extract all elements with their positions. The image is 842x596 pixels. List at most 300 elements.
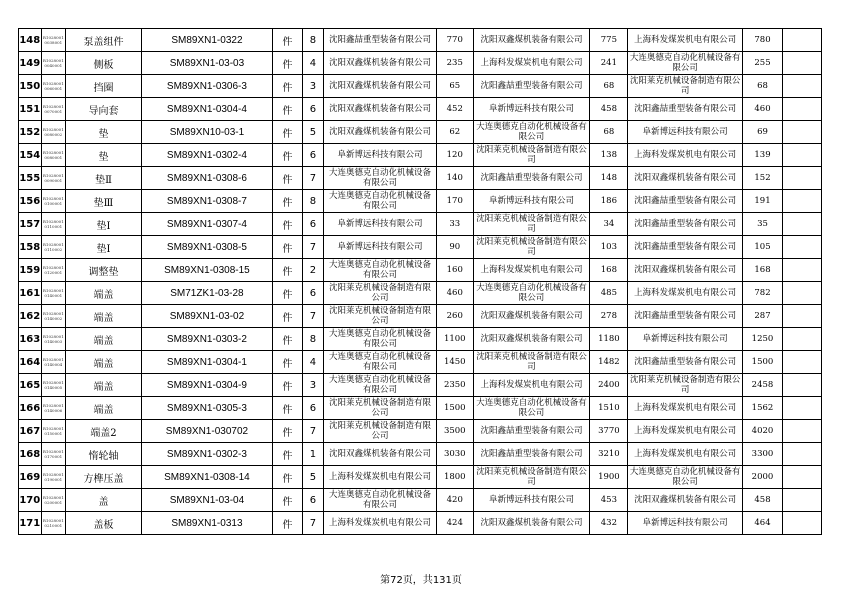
row-number-cell: 167	[19, 420, 42, 443]
unit-cell: 件	[272, 420, 302, 443]
quantity-cell: 3	[302, 75, 324, 98]
empty-cell	[782, 121, 821, 144]
price-2-cell: 1900	[590, 466, 628, 489]
part-model-cell: SM89XN1-0303-2	[141, 328, 272, 351]
material-code-cell: R1028001 0070001	[41, 98, 66, 121]
total-page-count: 131	[432, 575, 452, 586]
price-1-cell: 460	[436, 282, 473, 305]
price-3-cell: 464	[743, 512, 783, 535]
table-row	[19, 29, 822, 52]
part-model-cell: SM89XN1-0304-9	[141, 374, 272, 397]
supplier-3-cell: 沈阳鑫喆重型装备有限公司	[628, 98, 743, 121]
supplier-3-cell: 上海科发煤炭机电有限公司	[628, 29, 743, 52]
price-1-cell: 170	[436, 190, 473, 213]
row-number-cell: 161	[19, 282, 42, 305]
part-name-cell: 泵盖组件	[66, 29, 142, 52]
price-1-cell: 140	[436, 167, 473, 190]
part-model-cell: SM89XN1-0308-15	[141, 259, 272, 282]
price-1-cell: 1450	[436, 351, 473, 374]
supplier-2-cell: 沈阳莱克机械设备制造有限公司	[473, 466, 590, 489]
unit-cell: 件	[272, 397, 302, 420]
row-number-cell: 163	[19, 328, 42, 351]
price-3-cell: 35	[743, 213, 783, 236]
price-2-cell: 3210	[590, 443, 628, 466]
unit-cell: 件	[272, 98, 302, 121]
price-3-cell: 152	[743, 167, 783, 190]
price-2-cell: 1180	[590, 328, 628, 351]
supplier-2-cell: 沈阳莱克机械设备制造有限公司	[473, 144, 590, 167]
table-row	[19, 374, 822, 397]
material-code-cell: R1028001 0140001	[41, 282, 66, 305]
supplier-3-cell: 沈阳莱克机械设备制造有限公司	[628, 374, 743, 397]
supplier-3-cell: 大连奥德克自动化机械设备有限公司	[628, 52, 743, 75]
material-code-cell: R1028001 0140002	[41, 305, 66, 328]
unit-cell: 件	[272, 512, 302, 535]
supplier-1-cell: 沈阳双鑫煤机装备有限公司	[324, 75, 437, 98]
part-model-cell: SM89XN1-0307-4	[141, 213, 272, 236]
material-code-cell: R1028001 0080002	[41, 121, 66, 144]
supplier-2-cell: 上海科发煤炭机电有限公司	[473, 374, 590, 397]
supplier-1-cell: 阜新博远科技有限公司	[324, 213, 437, 236]
unit-cell: 件	[272, 236, 302, 259]
price-2-cell: 186	[590, 190, 628, 213]
material-code-cell: R1028001 0038001	[41, 29, 66, 52]
empty-cell	[782, 98, 821, 121]
price-1-cell: 90	[436, 236, 473, 259]
table-row	[19, 282, 822, 305]
price-3-cell: 782	[743, 282, 783, 305]
parts-quote-sheet	[18, 28, 822, 535]
part-name-cell: 挡圈	[66, 75, 142, 98]
price-2-cell: 103	[590, 236, 628, 259]
empty-cell	[782, 259, 821, 282]
part-model-cell: SM89XN1-0306-3	[141, 75, 272, 98]
unit-cell: 件	[272, 190, 302, 213]
unit-cell: 件	[272, 144, 302, 167]
quantity-cell: 8	[302, 190, 324, 213]
supplier-1-cell: 阜新博远科技有限公司	[324, 236, 437, 259]
empty-cell	[782, 213, 821, 236]
unit-cell: 件	[272, 29, 302, 52]
part-model-cell: SM89XN1-0313	[141, 512, 272, 535]
quantity-cell: 8	[302, 29, 324, 52]
price-3-cell: 458	[743, 489, 783, 512]
price-2-cell: 34	[590, 213, 628, 236]
part-model-cell: SM89XN1-0308-14	[141, 466, 272, 489]
supplier-2-cell: 沈阳双鑫煤机装备有限公司	[473, 512, 590, 535]
material-code-cell: R1028001 0170001	[41, 443, 66, 466]
supplier-1-cell: 大连奥德克自动化机械设备有限公司	[324, 259, 437, 282]
supplier-3-cell: 沈阳鑫喆重型装备有限公司	[628, 236, 743, 259]
price-1-cell: 33	[436, 213, 473, 236]
unit-cell: 件	[272, 305, 302, 328]
price-2-cell: 453	[590, 489, 628, 512]
supplier-2-cell: 上海科发煤炭机电有限公司	[473, 52, 590, 75]
row-number-cell: 149	[19, 52, 42, 75]
price-2-cell: 278	[590, 305, 628, 328]
row-number-cell: 150	[19, 75, 42, 98]
quantity-cell: 1	[302, 443, 324, 466]
price-2-cell: 3770	[590, 420, 628, 443]
row-number-cell: 166	[19, 397, 42, 420]
material-code-cell: R1028001 0150001	[41, 420, 66, 443]
price-2-cell: 241	[590, 52, 628, 75]
price-3-cell: 68	[743, 75, 783, 98]
supplier-3-cell: 沈阳鑫喆重型装备有限公司	[628, 213, 743, 236]
quantity-cell: 6	[302, 397, 324, 420]
part-model-cell: SM89XN1-0308-6	[141, 167, 272, 190]
supplier-3-cell: 上海科发煤炭机电有限公司	[628, 282, 743, 305]
price-1-cell: 420	[436, 489, 473, 512]
part-name-cell: 垫	[66, 121, 142, 144]
supplier-1-cell: 大连奥德克自动化机械设备有限公司	[324, 190, 437, 213]
table-row	[19, 259, 822, 282]
part-model-cell: SM89XN1-0305-3	[141, 397, 272, 420]
price-2-cell: 458	[590, 98, 628, 121]
supplier-2-cell: 大连奥德克自动化机械设备有限公司	[473, 282, 590, 305]
part-name-cell: 端盖	[66, 305, 142, 328]
table-row	[19, 512, 822, 535]
empty-cell	[782, 75, 821, 98]
price-3-cell: 2000	[743, 466, 783, 489]
table-row	[19, 167, 822, 190]
table-row	[19, 351, 822, 374]
supplier-3-cell: 上海科发煤炭机电有限公司	[628, 420, 743, 443]
part-name-cell: 端盖	[66, 374, 142, 397]
quantity-cell: 6	[302, 213, 324, 236]
supplier-3-cell: 沈阳鑫喆重型装备有限公司	[628, 351, 743, 374]
empty-cell	[782, 305, 821, 328]
material-code-cell: R1028001 0110002	[41, 236, 66, 259]
supplier-1-cell: 大连奥德克自动化机械设备有限公司	[324, 351, 437, 374]
price-2-cell: 1510	[590, 397, 628, 420]
material-code-cell: R1028001 0140004	[41, 351, 66, 374]
table-row	[19, 328, 822, 351]
supplier-1-cell: 沈阳双鑫煤机装备有限公司	[324, 121, 437, 144]
parts-quote-table	[18, 28, 822, 535]
supplier-1-cell: 阜新博远科技有限公司	[324, 144, 437, 167]
supplier-3-cell: 阜新博远科技有限公司	[628, 121, 743, 144]
quantity-cell: 7	[302, 512, 324, 535]
material-code-cell: R1028001 0210001	[41, 512, 66, 535]
supplier-1-cell: 大连奥德克自动化机械设备有限公司	[324, 489, 437, 512]
table-row	[19, 75, 822, 98]
price-2-cell: 148	[590, 167, 628, 190]
price-3-cell: 168	[743, 259, 783, 282]
table-row	[19, 98, 822, 121]
table-row	[19, 213, 822, 236]
supplier-1-cell: 沈阳双鑫煤机装备有限公司	[324, 52, 437, 75]
supplier-3-cell: 大连奥德克自动化机械设备有限公司	[628, 466, 743, 489]
table-row	[19, 52, 822, 75]
price-3-cell: 1500	[743, 351, 783, 374]
current-page-number: 72	[390, 575, 403, 586]
price-2-cell: 432	[590, 512, 628, 535]
part-name-cell: 调整垫	[66, 259, 142, 282]
part-model-cell: SM89XN1-0304-1	[141, 351, 272, 374]
price-1-cell: 260	[436, 305, 473, 328]
supplier-2-cell: 沈阳鑫喆重型装备有限公司	[473, 75, 590, 98]
price-2-cell: 1482	[590, 351, 628, 374]
price-1-cell: 770	[436, 29, 473, 52]
unit-cell: 件	[272, 213, 302, 236]
supplier-1-cell: 沈阳双鑫煤机装备有限公司	[324, 98, 437, 121]
supplier-3-cell: 沈阳鑫喆重型装备有限公司	[628, 190, 743, 213]
quantity-cell: 8	[302, 328, 324, 351]
table-row	[19, 236, 822, 259]
price-3-cell: 287	[743, 305, 783, 328]
row-number-cell: 171	[19, 512, 42, 535]
quantity-cell: 5	[302, 121, 324, 144]
part-model-cell: SM89XN1-03-04	[141, 489, 272, 512]
supplier-2-cell: 沈阳莱克机械设备制造有限公司	[473, 351, 590, 374]
empty-cell	[782, 29, 821, 52]
table-row	[19, 489, 822, 512]
row-number-cell: 154	[19, 144, 42, 167]
empty-cell	[782, 443, 821, 466]
row-number-cell: 152	[19, 121, 42, 144]
price-3-cell: 460	[743, 98, 783, 121]
table-row	[19, 420, 822, 443]
part-model-cell: SM89XN1-0302-4	[141, 144, 272, 167]
price-2-cell: 168	[590, 259, 628, 282]
row-number-cell: 164	[19, 351, 42, 374]
page-footer	[0, 571, 842, 586]
quantity-cell: 3	[302, 374, 324, 397]
price-3-cell: 139	[743, 144, 783, 167]
supplier-2-cell: 上海科发煤炭机电有限公司	[473, 259, 590, 282]
row-number-cell: 155	[19, 167, 42, 190]
price-1-cell: 160	[436, 259, 473, 282]
supplier-3-cell: 沈阳莱克机械设备制造有限公司	[628, 75, 743, 98]
material-code-cell: R1028001 0090001	[41, 167, 66, 190]
price-1-cell: 1800	[436, 466, 473, 489]
quantity-cell: 2	[302, 259, 324, 282]
unit-cell: 件	[272, 351, 302, 374]
supplier-2-cell: 大连奥德克自动化机械设备有限公司	[473, 397, 590, 420]
unit-cell: 件	[272, 489, 302, 512]
empty-cell	[782, 282, 821, 305]
quantity-cell: 7	[302, 167, 324, 190]
footer-middle: 页，共	[402, 575, 433, 586]
material-code-cell: R1028001 0110001	[41, 213, 66, 236]
empty-cell	[782, 236, 821, 259]
row-number-cell: 148	[19, 29, 42, 52]
price-1-cell: 3500	[436, 420, 473, 443]
table-row	[19, 466, 822, 489]
part-name-cell: 导向套	[66, 98, 142, 121]
supplier-2-cell: 沈阳莱克机械设备制造有限公司	[473, 236, 590, 259]
unit-cell: 件	[272, 52, 302, 75]
material-code-cell: R1028001 0140005	[41, 374, 66, 397]
part-model-cell: SM89XN1-0308-5	[141, 236, 272, 259]
part-name-cell: 方榫压盖	[66, 466, 142, 489]
part-model-cell: SM89XN1-03-03	[141, 52, 272, 75]
quantity-cell: 7	[302, 236, 324, 259]
price-2-cell: 138	[590, 144, 628, 167]
empty-cell	[782, 374, 821, 397]
part-name-cell: 垫Ⅱ	[66, 167, 142, 190]
quantity-cell: 6	[302, 144, 324, 167]
part-name-cell: 盖	[66, 489, 142, 512]
price-3-cell: 2458	[743, 374, 783, 397]
quantity-cell: 7	[302, 420, 324, 443]
material-code-cell: R1028001 0190001	[41, 466, 66, 489]
material-code-cell: R1028001 0140006	[41, 397, 66, 420]
price-2-cell: 68	[590, 121, 628, 144]
row-number-cell: 151	[19, 98, 42, 121]
price-1-cell: 452	[436, 98, 473, 121]
price-2-cell: 2400	[590, 374, 628, 397]
part-name-cell: 端盖	[66, 351, 142, 374]
part-model-cell: SM71ZK1-03-28	[141, 282, 272, 305]
supplier-3-cell: 沈阳双鑫煤机装备有限公司	[628, 259, 743, 282]
price-3-cell: 3300	[743, 443, 783, 466]
supplier-3-cell: 上海科发煤炭机电有限公司	[628, 397, 743, 420]
supplier-3-cell: 阜新博远科技有限公司	[628, 512, 743, 535]
empty-cell	[782, 351, 821, 374]
row-number-cell: 165	[19, 374, 42, 397]
price-2-cell: 485	[590, 282, 628, 305]
table-row	[19, 121, 822, 144]
unit-cell: 件	[272, 466, 302, 489]
footer-prefix: 第	[380, 575, 391, 586]
supplier-3-cell: 上海科发煤炭机电有限公司	[628, 443, 743, 466]
table-row	[19, 305, 822, 328]
quantity-cell: 7	[302, 305, 324, 328]
part-name-cell: 盖板	[66, 512, 142, 535]
unit-cell: 件	[272, 443, 302, 466]
material-code-cell: R1028001 0080001	[41, 144, 66, 167]
row-number-cell: 157	[19, 213, 42, 236]
price-3-cell: 255	[743, 52, 783, 75]
supplier-2-cell: 沈阳莱克机械设备制造有限公司	[473, 213, 590, 236]
price-1-cell: 1100	[436, 328, 473, 351]
supplier-1-cell: 沈阳莱克机械设备制造有限公司	[324, 282, 437, 305]
empty-cell	[782, 466, 821, 489]
supplier-1-cell: 沈阳莱克机械设备制造有限公司	[324, 420, 437, 443]
supplier-3-cell: 阜新博远科技有限公司	[628, 328, 743, 351]
part-name-cell: 端盖	[66, 282, 142, 305]
table-row	[19, 443, 822, 466]
supplier-3-cell: 沈阳双鑫煤机装备有限公司	[628, 489, 743, 512]
supplier-2-cell: 大连奥德克自动化机械设备有限公司	[473, 121, 590, 144]
part-name-cell: 端盖2	[66, 420, 142, 443]
empty-cell	[782, 144, 821, 167]
part-model-cell: SM89XN1-03-02	[141, 305, 272, 328]
row-number-cell: 156	[19, 190, 42, 213]
supplier-1-cell: 大连奥德克自动化机械设备有限公司	[324, 328, 437, 351]
material-code-cell: R1028001 0040001	[41, 52, 66, 75]
supplier-1-cell: 沈阳莱克机械设备制造有限公司	[324, 305, 437, 328]
supplier-2-cell: 沈阳双鑫煤机装备有限公司	[473, 29, 590, 52]
supplier-3-cell: 沈阳鑫喆重型装备有限公司	[628, 305, 743, 328]
empty-cell	[782, 489, 821, 512]
price-3-cell: 1250	[743, 328, 783, 351]
price-1-cell: 65	[436, 75, 473, 98]
supplier-1-cell: 沈阳鑫喆重型装备有限公司	[324, 29, 437, 52]
empty-cell	[782, 52, 821, 75]
part-name-cell: 端盖	[66, 397, 142, 420]
row-number-cell: 169	[19, 466, 42, 489]
part-model-cell: SM89XN1-0308-7	[141, 190, 272, 213]
unit-cell: 件	[272, 374, 302, 397]
price-3-cell: 105	[743, 236, 783, 259]
price-3-cell: 191	[743, 190, 783, 213]
material-code-cell: R1028001 0060001	[41, 75, 66, 98]
supplier-1-cell: 上海科发煤炭机电有限公司	[324, 512, 437, 535]
quantity-cell: 5	[302, 466, 324, 489]
part-name-cell: 惰轮轴	[66, 443, 142, 466]
material-code-cell: R1028001 0120001	[41, 259, 66, 282]
price-1-cell: 1500	[436, 397, 473, 420]
supplier-1-cell: 上海科发煤炭机电有限公司	[324, 466, 437, 489]
price-1-cell: 3030	[436, 443, 473, 466]
table-row	[19, 190, 822, 213]
quantity-cell: 6	[302, 489, 324, 512]
empty-cell	[782, 397, 821, 420]
material-code-cell: R1028001 0200001	[41, 489, 66, 512]
empty-cell	[782, 328, 821, 351]
unit-cell: 件	[272, 167, 302, 190]
row-number-cell: 170	[19, 489, 42, 512]
table-row	[19, 397, 822, 420]
part-name-cell: 垫Ⅰ	[66, 236, 142, 259]
table-body	[19, 29, 822, 535]
supplier-2-cell: 阜新博远科技有限公司	[473, 190, 590, 213]
supplier-1-cell: 大连奥德克自动化机械设备有限公司	[324, 374, 437, 397]
part-model-cell: SM89XN1-0302-3	[141, 443, 272, 466]
part-model-cell: SM89XN1-030702	[141, 420, 272, 443]
supplier-1-cell: 大连奥德克自动化机械设备有限公司	[324, 167, 437, 190]
supplier-3-cell: 沈阳双鑫煤机装备有限公司	[628, 167, 743, 190]
part-name-cell: 端盖	[66, 328, 142, 351]
part-model-cell: SM89XN10-03-1	[141, 121, 272, 144]
unit-cell: 件	[272, 259, 302, 282]
row-number-cell: 168	[19, 443, 42, 466]
empty-cell	[782, 512, 821, 535]
price-3-cell: 780	[743, 29, 783, 52]
unit-cell: 件	[272, 282, 302, 305]
material-code-cell: R1028001 0140003	[41, 328, 66, 351]
quantity-cell: 4	[302, 52, 324, 75]
supplier-1-cell: 沈阳莱克机械设备制造有限公司	[324, 397, 437, 420]
supplier-2-cell: 沈阳鑫喆重型装备有限公司	[473, 167, 590, 190]
supplier-3-cell: 上海科发煤炭机电有限公司	[628, 144, 743, 167]
part-model-cell: SM89XN1-0322	[141, 29, 272, 52]
price-1-cell: 62	[436, 121, 473, 144]
quantity-cell: 6	[302, 282, 324, 305]
footer-suffix: 页	[451, 575, 462, 586]
price-3-cell: 69	[743, 121, 783, 144]
supplier-2-cell: 沈阳双鑫煤机装备有限公司	[473, 328, 590, 351]
part-name-cell: 垫Ⅲ	[66, 190, 142, 213]
supplier-1-cell: 沈阳双鑫煤机装备有限公司	[324, 443, 437, 466]
price-1-cell: 424	[436, 512, 473, 535]
unit-cell: 件	[272, 121, 302, 144]
supplier-2-cell: 阜新博远科技有限公司	[473, 489, 590, 512]
price-2-cell: 68	[590, 75, 628, 98]
row-number-cell: 162	[19, 305, 42, 328]
part-name-cell: 垫	[66, 144, 142, 167]
part-model-cell: SM89XN1-0304-4	[141, 98, 272, 121]
supplier-2-cell: 阜新博远科技有限公司	[473, 98, 590, 121]
quantity-cell: 6	[302, 98, 324, 121]
unit-cell: 件	[272, 328, 302, 351]
empty-cell	[782, 167, 821, 190]
row-number-cell: 159	[19, 259, 42, 282]
price-3-cell: 4020	[743, 420, 783, 443]
